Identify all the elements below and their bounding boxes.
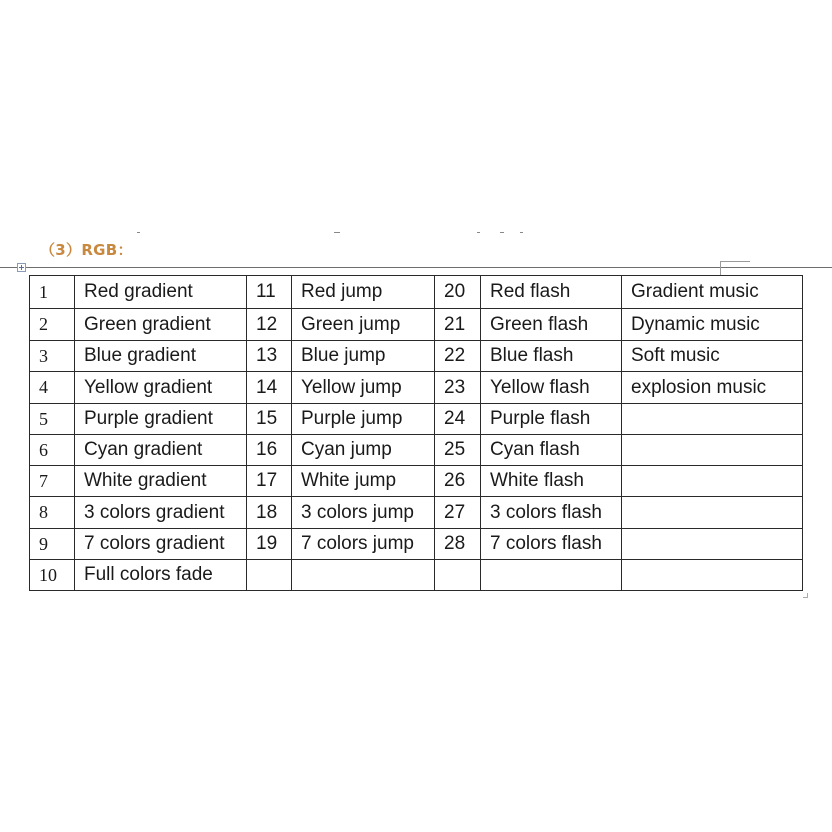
table-cell-mode-name: Yellow flash — [481, 372, 622, 404]
table-row — [30, 466, 803, 497]
table-cell-mode-name: Red flash — [481, 276, 622, 309]
table-cell-mode-number: 13 — [247, 341, 292, 372]
table-cell-mode-number: 5 — [30, 404, 75, 435]
table-cell-mode-name — [481, 560, 622, 591]
table-cell-mode-number: 25 — [435, 435, 481, 466]
table-cell-mode-number: 4 — [30, 372, 75, 404]
table-cell-mode-number: 16 — [247, 435, 292, 466]
table-cell-music-mode — [622, 466, 803, 497]
table-cell-mode-name: Purple jump — [292, 404, 435, 435]
page-rule-line — [0, 267, 832, 268]
text-fragment — [477, 232, 480, 233]
table-cell-mode-name: 3 colors flash — [481, 497, 622, 529]
table-cell-mode-name: Green flash — [481, 309, 622, 341]
table-cell-mode-name: White gradient — [75, 466, 247, 497]
table-cell-mode-name: Green jump — [292, 309, 435, 341]
table-cell-music-mode: Dynamic music — [622, 309, 803, 341]
table-cell-mode-name — [292, 560, 435, 591]
table-cell-music-mode — [622, 560, 803, 591]
table-row — [30, 341, 803, 372]
move-cross-icon[interactable] — [17, 263, 26, 272]
table-cell-mode-number: 8 — [30, 497, 75, 529]
table-cell-music-mode: Soft music — [622, 341, 803, 372]
table-cell-mode-number: 2 — [30, 309, 75, 341]
table-cell-mode-number: 28 — [435, 529, 481, 560]
table-cell-mode-number: 17 — [247, 466, 292, 497]
table-cell-mode-number: 3 — [30, 341, 75, 372]
table-cell-mode-name: 3 colors jump — [292, 497, 435, 529]
text-fragment — [137, 232, 140, 233]
table-cell-mode-name: 7 colors flash — [481, 529, 622, 560]
table-cell-mode-number: 7 — [30, 466, 75, 497]
table-cell-mode-name: 7 colors jump — [292, 529, 435, 560]
table-cell-mode-number: 11 — [247, 276, 292, 309]
table-cell-mode-name: Red gradient — [75, 276, 247, 309]
table-cell-mode-name: Cyan flash — [481, 435, 622, 466]
table-cell-mode-name: Red jump — [292, 276, 435, 309]
table-cell-music-mode — [622, 497, 803, 529]
table-cell-music-mode: explosion music — [622, 372, 803, 404]
table-cell-mode-name: Cyan gradient — [75, 435, 247, 466]
table-cell-mode-name: Purple flash — [481, 404, 622, 435]
table-cell-mode-number: 23 — [435, 372, 481, 404]
table-cell-music-mode — [622, 529, 803, 560]
table-cell-mode-name: White flash — [481, 466, 622, 497]
table-cell-mode-number: 10 — [30, 560, 75, 591]
text-fragment — [520, 232, 523, 233]
table-cell-mode-number: 21 — [435, 309, 481, 341]
table-row — [30, 404, 803, 435]
table-cell-mode-number: 9 — [30, 529, 75, 560]
table-row — [30, 309, 803, 341]
table-cell-music-mode: Gradient music — [622, 276, 803, 309]
table-cell-mode-number: 26 — [435, 466, 481, 497]
table-cell-mode-name: Full colors fade — [75, 560, 247, 591]
table-cell-mode-number: 1 — [30, 276, 75, 309]
table-resize-marker[interactable] — [720, 261, 750, 275]
effects-table — [29, 275, 803, 591]
table-cell-mode-name: Green gradient — [75, 309, 247, 341]
text-fragment — [334, 232, 340, 233]
table-cell-mode-number: 14 — [247, 372, 292, 404]
table-cell-mode-number: 22 — [435, 341, 481, 372]
table-cell-mode-name: Blue flash — [481, 341, 622, 372]
table-body — [30, 276, 803, 591]
table-cell-mode-name: 3 colors gradient — [75, 497, 247, 529]
table-row — [30, 529, 803, 560]
section-heading: （3）RGB： — [40, 241, 133, 259]
table-cell-mode-number: 18 — [247, 497, 292, 529]
table-cell-mode-number: 24 — [435, 404, 481, 435]
text-fragment — [500, 232, 504, 233]
table-cell-mode-name: Yellow jump — [292, 372, 435, 404]
table-cell-mode-name: Purple gradient — [75, 404, 247, 435]
table-cell-mode-number: 6 — [30, 435, 75, 466]
table-cell-mode-name: 7 colors gradient — [75, 529, 247, 560]
table-cell-mode-number: 19 — [247, 529, 292, 560]
table-cell-music-mode — [622, 404, 803, 435]
table-cell-mode-number: 27 — [435, 497, 481, 529]
table-cell-mode-number: 20 — [435, 276, 481, 309]
table-cell-mode-name: Blue jump — [292, 341, 435, 372]
table-row — [30, 372, 803, 404]
table-cell-mode-number — [247, 560, 292, 591]
table-row — [30, 497, 803, 529]
table-cell-mode-name: White jump — [292, 466, 435, 497]
table-row — [30, 560, 803, 591]
table-cell-mode-number — [435, 560, 481, 591]
table-row — [30, 276, 803, 309]
table-cell-mode-number: 15 — [247, 404, 292, 435]
table-cell-mode-name: Yellow gradient — [75, 372, 247, 404]
table-cell-music-mode — [622, 435, 803, 466]
table-row — [30, 435, 803, 466]
table-cell-mode-name: Blue gradient — [75, 341, 247, 372]
table-cell-mode-name: Cyan jump — [292, 435, 435, 466]
table-corner-handle[interactable] — [803, 593, 808, 598]
table-cell-mode-number: 12 — [247, 309, 292, 341]
